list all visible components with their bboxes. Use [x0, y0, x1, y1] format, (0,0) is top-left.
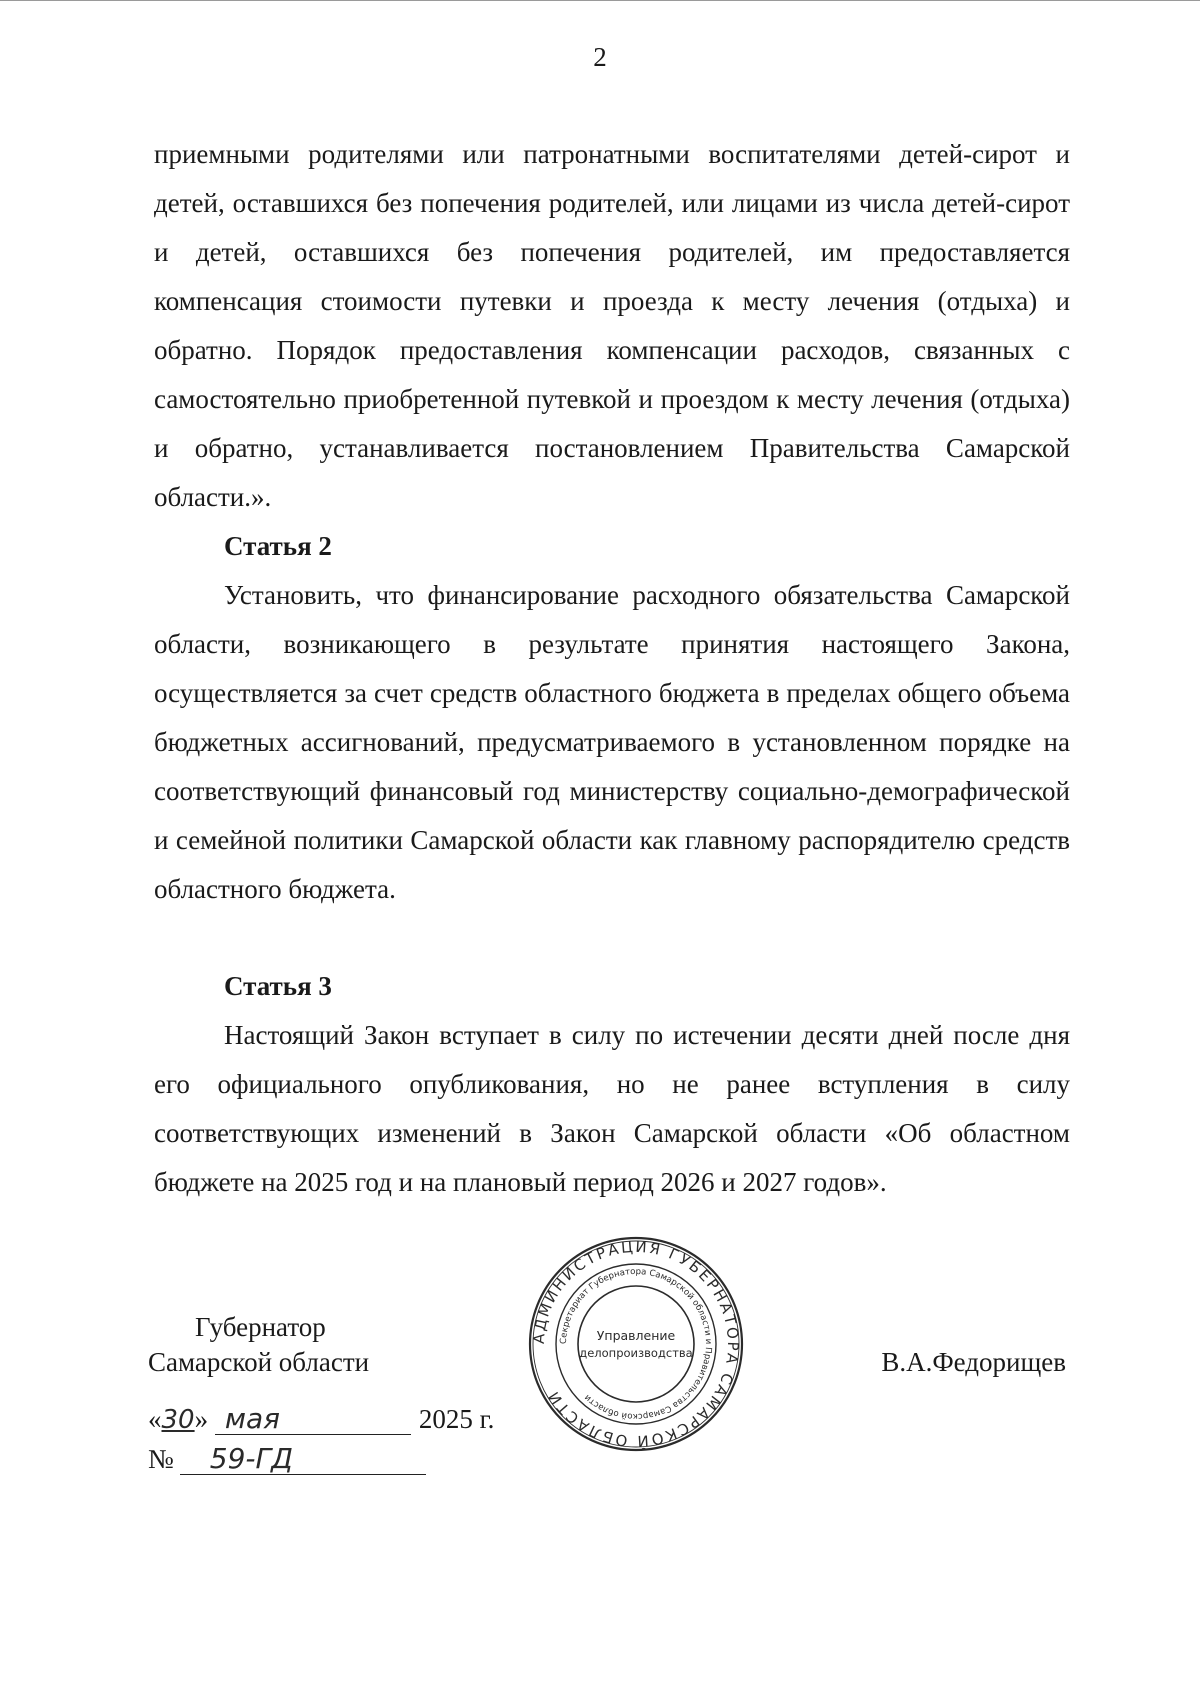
- date-day: 30: [161, 1405, 195, 1435]
- enactment-number: [148, 1444, 426, 1475]
- seal-center-line1: Управление: [596, 1328, 676, 1343]
- article1-continuation: [154, 130, 1070, 522]
- number-label: №: [148, 1444, 174, 1474]
- article2-paragraph: Установить, что финансирование расходного обязательства Самарской области, возникающего в результате принятия настоящего Закона, осуществляется за счет средств областного бюджета в пределах общего объема бюджетных ассигнований, предусматриваемого в установленном порядке на соответствующий финансовый год министерству социально-демографической и семейной политики Самарской области как главному распорядителю средств областного бюджета.: [154, 580, 1070, 904]
- article2: [154, 522, 1070, 914]
- law-number: 59-ГД: [180, 1444, 426, 1475]
- governor-title-line1: Губернатор: [195, 1312, 326, 1342]
- seal-outer-text: АДМИНИСТРАЦИЯ ГУБЕРНАТОРА САМАРСКОЙ ОБЛАСТИ: [529, 1237, 743, 1451]
- svg-text:Секретариат Губернатора Самарс: [559, 1267, 713, 1421]
- seal-center-line2: делопроизводства: [579, 1346, 693, 1360]
- date-close-quote: »: [194, 1404, 209, 1434]
- top-rule: [0, 0, 1200, 1]
- article3-paragraph: Настоящий Закон вступает в силу по истечении десяти дней после дня его официального опубликования, но не ранее вступления в силу соответствующих изменений в Закон Самарской области «Об областном бюджете на 2025 год и на плановый период 2026 и 2027 годов».: [154, 1020, 1070, 1197]
- date-open-quote: «: [148, 1404, 162, 1434]
- enactment-date: [148, 1404, 494, 1435]
- article1-paragraph: приемными родителями или патронатными воспитателями детей-сирот и детей, оставшихся без попечения родителей, или лицами из числа детей-сирот и детей, оставшихся без попечения родителей, им предоставляется компенсация стоимости путевки и проезда к месту лечения (отдыха) и обратно. Порядок предоставления компенсации расходов, связанных с самостоятельно приобретенной путевкой и проездом к месту лечения (отдыха) и обратно, устанавливается постановлением Правительства Самарской области.».: [154, 139, 1070, 512]
- article3-heading: Статья 3: [224, 971, 332, 1001]
- signer-name: В.А.Федорищев: [881, 1347, 1066, 1377]
- date-year: 2025 г.: [418, 1404, 495, 1434]
- page-number: 2: [593, 42, 607, 72]
- article2-heading: Статья 2: [224, 531, 332, 561]
- date-month: мая: [215, 1404, 411, 1435]
- seal-inner-text: Секретариат Губернатора Самарской области и Правительства Самарской области: [558, 1266, 714, 1422]
- article3: [154, 962, 1070, 1207]
- governor-title: [148, 1310, 369, 1380]
- official-seal-stamp: [526, 1234, 746, 1454]
- governor-title-line2: Самарской области: [148, 1347, 370, 1377]
